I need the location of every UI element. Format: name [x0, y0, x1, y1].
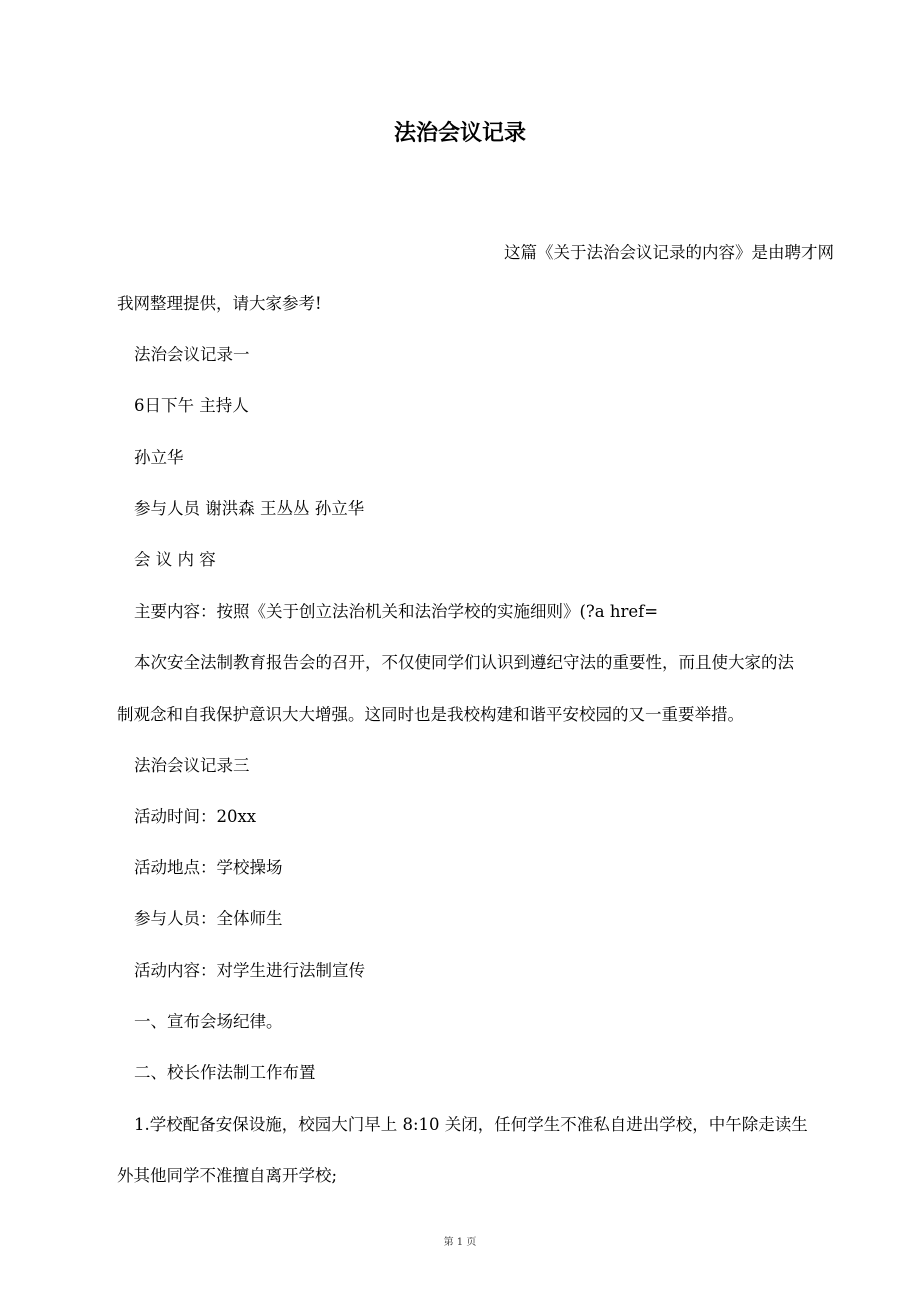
paragraph-line-2: 制观念和自我保护意识大大增强。这同时也是我校构建和谐平安校园的又一重要举措。 [117, 705, 744, 724]
section-heading-record-one: 法治会议记录一 [134, 345, 250, 364]
activity-location: 活动地点：学校操场 [134, 858, 283, 877]
intro-line-2: 我网整理提供，请大家参考! [117, 294, 322, 313]
main-content: 主要内容：按照《关于创立法治机关和法治学校的实施细则》(?a href= [134, 602, 659, 621]
intro-line-1: 这篇《关于法治会议记录的内容》是由聘才网 [504, 243, 834, 262]
section-heading-record-three: 法治会议记录三 [134, 756, 250, 775]
meeting-time-host: 6日下午 主持人 [134, 396, 249, 415]
activity-time: 活动时间：20xx [134, 807, 257, 826]
host-name: 孙立华 [134, 448, 184, 467]
activity-participants: 参与人员：全体师生 [134, 909, 283, 928]
agenda-item-2: 二、校长作法制工作布置 [134, 1063, 316, 1082]
paragraph-line-1: 本次安全法制教育报告会的召开，不仅使同学们认识到遵纪守法的重要性，而且使大家的法 [134, 653, 794, 672]
meeting-content-heading: 会 议 内 容 [134, 550, 216, 569]
page-number: 第 1 页 [443, 1237, 477, 1248]
participants: 参与人员 谢洪森 王丛丛 孙立华 [134, 499, 365, 518]
rule-1-line-2: 外其他同学不准擅自离开学校; [117, 1166, 338, 1185]
rule-1-line-1: 1.学校配备安保设施，校园大门早上 8:10 关闭，任何学生不准私自进出学校，中午除走读生 [134, 1115, 808, 1134]
agenda-item-1: 一、宣布会场纪律。 [134, 1012, 283, 1031]
document-title: 法治会议记录 [393, 121, 526, 146]
activity-content: 活动内容：对学生进行法制宣传 [134, 961, 365, 980]
